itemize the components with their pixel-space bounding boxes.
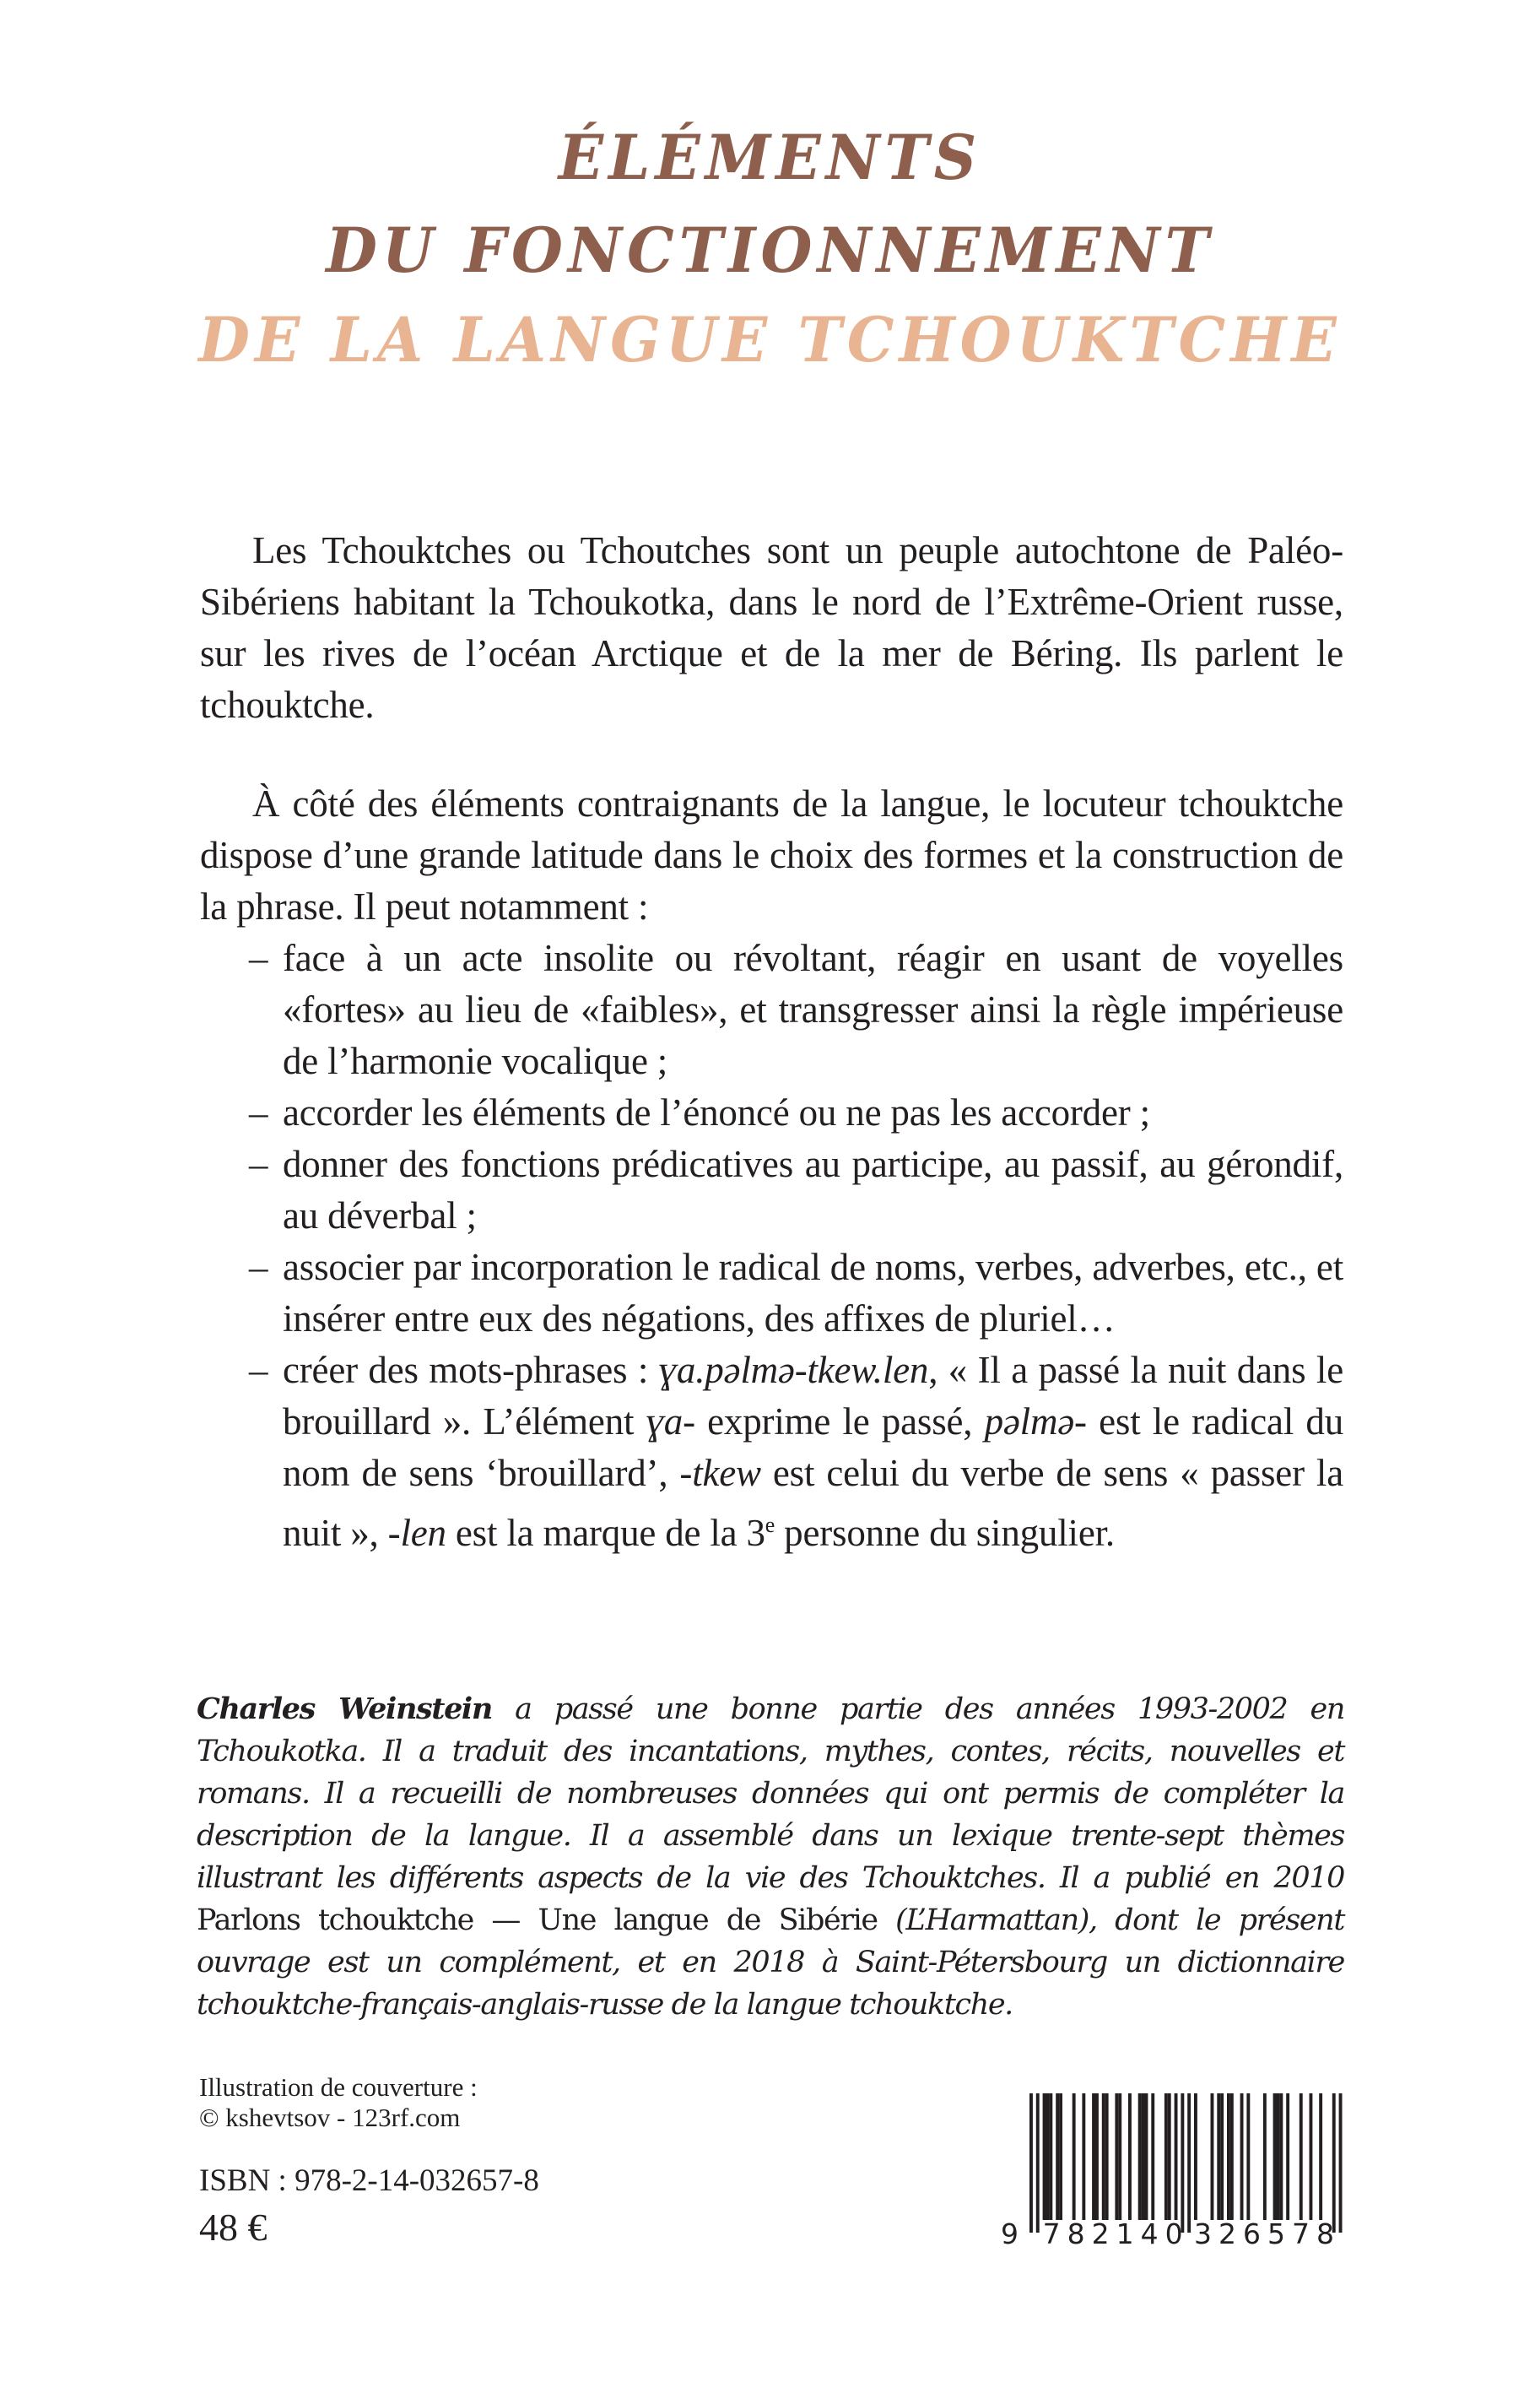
barcode <box>997 2093 1352 2245</box>
barcode-bar <box>1056 2093 1059 2220</box>
barcode-bar <box>1273 2093 1277 2220</box>
list-item-text: accorder les éléments de l’énoncé ou ne pas les accorder ; <box>283 1091 1150 1134</box>
barcode-bar <box>1046 2093 1050 2220</box>
barcode-bar <box>1128 2093 1132 2220</box>
text-run: exprime le passé, <box>694 1400 985 1443</box>
barcode-bar <box>1339 2093 1343 2233</box>
list-item <box>200 1345 1343 1559</box>
list-item <box>200 1139 1343 1242</box>
barcode-bar <box>1246 2093 1250 2220</box>
dash-bullet: – <box>249 1091 268 1134</box>
barcode-bar <box>1187 2093 1191 2233</box>
barcode-bar <box>1059 2093 1062 2220</box>
barcode-digits-right: 326578 <box>1194 2217 1341 2245</box>
barcode-bar <box>1029 2093 1033 2233</box>
barcode-graphic <box>997 2093 1352 2245</box>
barcode-bar <box>1095 2093 1099 2220</box>
barcode-bar <box>1105 2093 1109 2220</box>
illustration-label: Illustration de couverture : <box>199 2072 478 2102</box>
capabilities-list <box>200 933 1343 1559</box>
barcode-bar <box>1043 2093 1046 2220</box>
barcode-bar <box>1211 2093 1214 2220</box>
superscript: e <box>765 1513 775 1537</box>
illustration-credit: © kshevtsov - 123rf.com <box>199 2103 461 2132</box>
barcode-bar <box>1138 2093 1142 2220</box>
barcode-bar <box>1217 2093 1220 2220</box>
barcode-bar <box>1082 2093 1085 2220</box>
barcode-bar <box>1181 2093 1184 2233</box>
barcode-bar <box>1151 2093 1154 2220</box>
barcode-bar <box>1319 2093 1322 2220</box>
barcode-bar <box>1115 2093 1118 2220</box>
barcode-bar <box>1240 2093 1244 2220</box>
barcode-bar <box>1092 2093 1095 2220</box>
barcode-bar <box>1175 2093 1178 2220</box>
text-run: est le radical du nom de sens ‘brouillard’, <box>283 1400 1343 1494</box>
text-run: , « Il a passé la nuit dans le brouillard ». L’élément <box>283 1349 1344 1443</box>
morpheme-suffix: -len <box>387 1512 446 1554</box>
dash-bullet: – <box>249 1349 268 1391</box>
morpheme-prefix: ɣa- <box>646 1400 695 1443</box>
barcode-digit-first: 9 <box>1001 2217 1025 2245</box>
example-word: ɣa.pəlmə-tkew.len <box>658 1349 929 1391</box>
barcode-bar <box>1118 2093 1121 2220</box>
barcode-bar <box>1300 2093 1303 2220</box>
barcode-bar <box>1164 2093 1168 2220</box>
illustration-credits <box>199 2072 478 2133</box>
author-name: Charles Weinstein <box>197 1692 492 1726</box>
barcode-bar <box>1049 2093 1052 2220</box>
barcode-bar <box>1263 2093 1267 2220</box>
dash-bullet: – <box>249 937 268 979</box>
barcode-bar <box>1194 2093 1197 2220</box>
morpheme-verb: -tkew <box>679 1452 761 1494</box>
author-bio <box>197 1688 1344 2026</box>
barcode-bar <box>1168 2093 1171 2220</box>
barcode-bar <box>1036 2093 1040 2233</box>
barcode-bar <box>1145 2093 1148 2220</box>
barcode-bar <box>1142 2093 1145 2220</box>
title-line-2: DU FONCTIONNEMENT <box>326 213 1214 288</box>
list-item <box>200 933 1343 1087</box>
price: 48 € <box>199 2206 267 2249</box>
list-item-text: donner des fonctions prédicatives au participe, au passif, au gérondif, au déverbal ; <box>283 1143 1343 1237</box>
blurb-paragraph-2 <box>200 778 1343 1559</box>
dash-bullet: – <box>249 1246 268 1288</box>
list-item-text <box>283 1349 1343 1554</box>
barcode-bar <box>1102 2093 1105 2220</box>
barcode-bar <box>1286 2093 1289 2220</box>
barcode-bar <box>1310 2093 1313 2220</box>
title-line-3: DE LA LANGUE TCHOUKTCHE <box>198 302 1342 377</box>
isbn: ISBN : 978-2-14-032657-8 <box>199 2163 539 2198</box>
barcode-bar <box>1230 2093 1234 2220</box>
dash-bullet: – <box>249 1143 268 1185</box>
list-item-text: face à un acte insolite ou révoltant, réagir en usant de voyelles «fortes» au lieu de «faibles», et transgresser ainsi la règle impérieuse de l’harmonie vocalique ; <box>283 937 1343 1082</box>
barcode-bar <box>1332 2093 1336 2233</box>
list-item <box>200 1242 1343 1345</box>
paragraph-text: Les Tchouktches ou Tchoutches sont un peuple autochtone de Paléo-Sibériens habitant la Tchoukotka, dans le nord de l’Extrême-Orient russe, sur les rives de l’océan Arctique et de la mer de Béring. Ils parlent le tchouktche. <box>200 529 1343 726</box>
barcode-bar <box>1279 2093 1283 2220</box>
barcode-bar <box>1227 2093 1230 2220</box>
paragraph-intro: À côté des éléments contraignants de la langue, le locuteur tchouktche dispose d’une grande latitude dans le choix des formes et la construction de la phrase. Il peut notamment : <box>200 782 1343 928</box>
title-line-1: ÉLÉMENTS <box>558 120 982 195</box>
text-run: créer des mots-phrases : <box>283 1349 659 1391</box>
morpheme-root: pəlmə- <box>984 1400 1087 1443</box>
barcode-bar <box>1220 2093 1224 2220</box>
list-item <box>200 1087 1343 1139</box>
text-run: est la marque de la 3 <box>446 1512 765 1554</box>
bio-text: a passé une bonne partie des années 1993-2002 en Tchoukotka. Il a traduit des incantations, mythes, contes, récits, nouvelles et romans. Il a recueilli de nombreuses données qui ont permis de compléter la description de la langue. Il a assemblé dans un lexique trente-sept thèmes illustrant les différents aspects de la vie des Tchouktches. Il a publié en 2010 <box>197 1692 1344 1895</box>
text-run: est celui du verbe de sens « passer la nuit », <box>283 1452 1343 1554</box>
bio-text: (L’Harmattan), dont le présent ouvrage est un complément, et en 2018 à Saint-Pétersbourg un dictionnaire tchouktche-français-anglais-russe de la langue tchouktche. <box>197 1903 1344 2022</box>
barcode-bar <box>1277 2093 1280 2220</box>
book-title: Parlons tchouktche — Une langue de Sibérie <box>197 1903 878 1937</box>
text-run: personne du singulier. <box>775 1512 1115 1554</box>
blurb-paragraph-1 <box>200 525 1343 731</box>
barcode-digits-left: 782140 <box>1042 2217 1190 2245</box>
barcode-bar <box>1073 2093 1076 2220</box>
list-item-text: associer par incorporation le radical de noms, verbes, adverbes, etc., et insérer entre eux des négations, des affixes de pluriel… <box>283 1246 1343 1340</box>
